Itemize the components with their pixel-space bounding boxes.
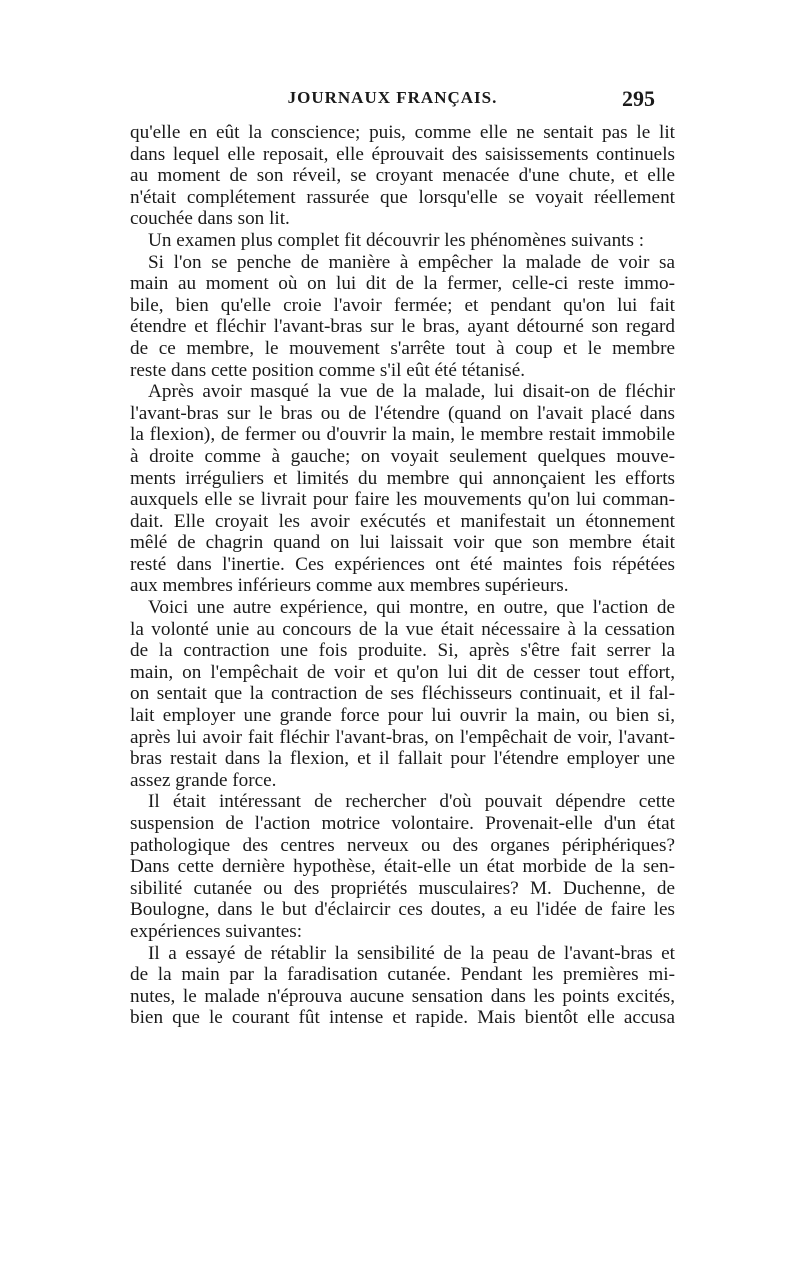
text-line: dans lequel elle reposait, elle éprouvait des saisissements continuels [130,143,675,165]
text-line: Si l'on se penche de manière à empêcher la malade de voir sa [148,251,675,273]
text-line: bile, bien qu'elle croie l'avoir fermée; et pendant qu'on lui fait [130,294,675,316]
text-line: ments irréguliers et limités du membre qui annonçaient les efforts [130,467,675,489]
text-line: de la main par la faradisation cutanée. Pendant les premières mi- [130,964,675,986]
text-line: Dans cette dernière hypothèse, était-elle un état morbide de la sen- [130,856,675,878]
text-line: couchée dans son lit. [130,208,290,230]
text-line: de la contraction une fois produite. Si, après s'être fait serrer la [130,640,675,662]
text-line: Boulogne, dans le but d'éclaircir ces doutes, a eu l'idée de faire les [130,899,675,921]
text-line: bien que le courant fût intense et rapide. Mais bientôt elle accusa [130,1007,675,1029]
text-line: expériences suivantes: [130,920,303,942]
text-line: l'avant-bras sur le bras ou de l'étendre (quand on l'avait placé dans [130,402,675,424]
text-line: à droite comme à gauche; on voyait seulement quelques mouve- [130,445,675,467]
text-line: bras restait dans la flexion, et il fallait pour l'étendre employer une [130,748,675,770]
text-line: de ce membre, le mouvement s'arrête tout à coup et le membre [130,337,675,359]
page-number: 295 [622,86,655,111]
text-line: la volonté unie au concours de la vue était nécessaire à la cessation [130,618,675,640]
running-title: JOURNAUX FRANÇAIS. [287,88,498,107]
text-line: Après avoir masqué la vue de la malade, lui disait-on de fléchir [148,381,675,403]
text-line: la flexion), de fermer ou d'ouvrir la main, le membre restait immobile [130,424,675,446]
text-line: sibilité cutanée ou des propriétés musculaires? M. Duchenne, de [130,877,675,899]
running-head [130,88,655,114]
text-line: auxquels elle se livrait pour faire les mouvements qu'on lui comman- [130,489,675,511]
text-line: après lui avoir fait fléchir l'avant-bras, on l'empêchait de voir, l'avant- [130,726,675,748]
text-line: resté dans l'inertie. Ces expériences ont été maintes fois répétées [130,553,675,575]
text-line: main, on l'empêchait de voir et qu'on lui dit de cesser tout effort, [130,661,675,683]
text-line: au moment de son réveil, se croyant menacée d'une chute, et elle [130,165,675,187]
text-line: Il a essayé de rétablir la sensibilité de la peau de l'avant-bras et [148,942,675,964]
text-line: Il était intéressant de rechercher d'où pouvait dépendre cette [148,791,675,813]
text-line: on sentait que la contraction de ses fléchisseurs continuait, et il fal- [130,683,675,705]
text-line: Un examen plus complet fit découvrir les phénomènes suivants : [148,229,645,251]
text-line: pathologique des centres nerveux ou des organes périphériques? [130,834,675,856]
text-line: étendre et fléchir l'avant-bras sur le bras, ayant détourné son regard [130,316,675,338]
text-line: qu'elle en eût la conscience; puis, comme elle ne sentait pas le lit [130,122,675,143]
text-line: Voici une autre expérience, qui montre, en outre, que l'action de [148,597,675,619]
text-line: nutes, le malade n'éprouva aucune sensation dans les points excités, [130,985,675,1007]
text-line: aux membres inférieurs comme aux membres supérieurs. [130,575,569,597]
text-line: main au moment où on lui dit de la fermer, celle-ci reste immo- [130,273,675,295]
text-line: mêlé de chagrin quand on lui laissait voir que son membre était [130,532,675,554]
text-line: reste dans cette position comme s'il eût été tétanisé. [130,359,526,381]
text-line: n'était complétement rassurée que lorsqu'elle se voyait réellement [130,186,675,208]
body-text [130,122,675,1029]
text-line: assez grande force. [130,769,277,791]
text-line: dait. Elle croyait les avoir exécutés et manifestait un étonnement [130,510,675,532]
text-line: suspension de l'action motrice volontaire. Provenait-elle d'un état [130,813,675,834]
text-line: lait employer une grande force pour lui ouvrir la main, ou bien si, [130,705,675,727]
